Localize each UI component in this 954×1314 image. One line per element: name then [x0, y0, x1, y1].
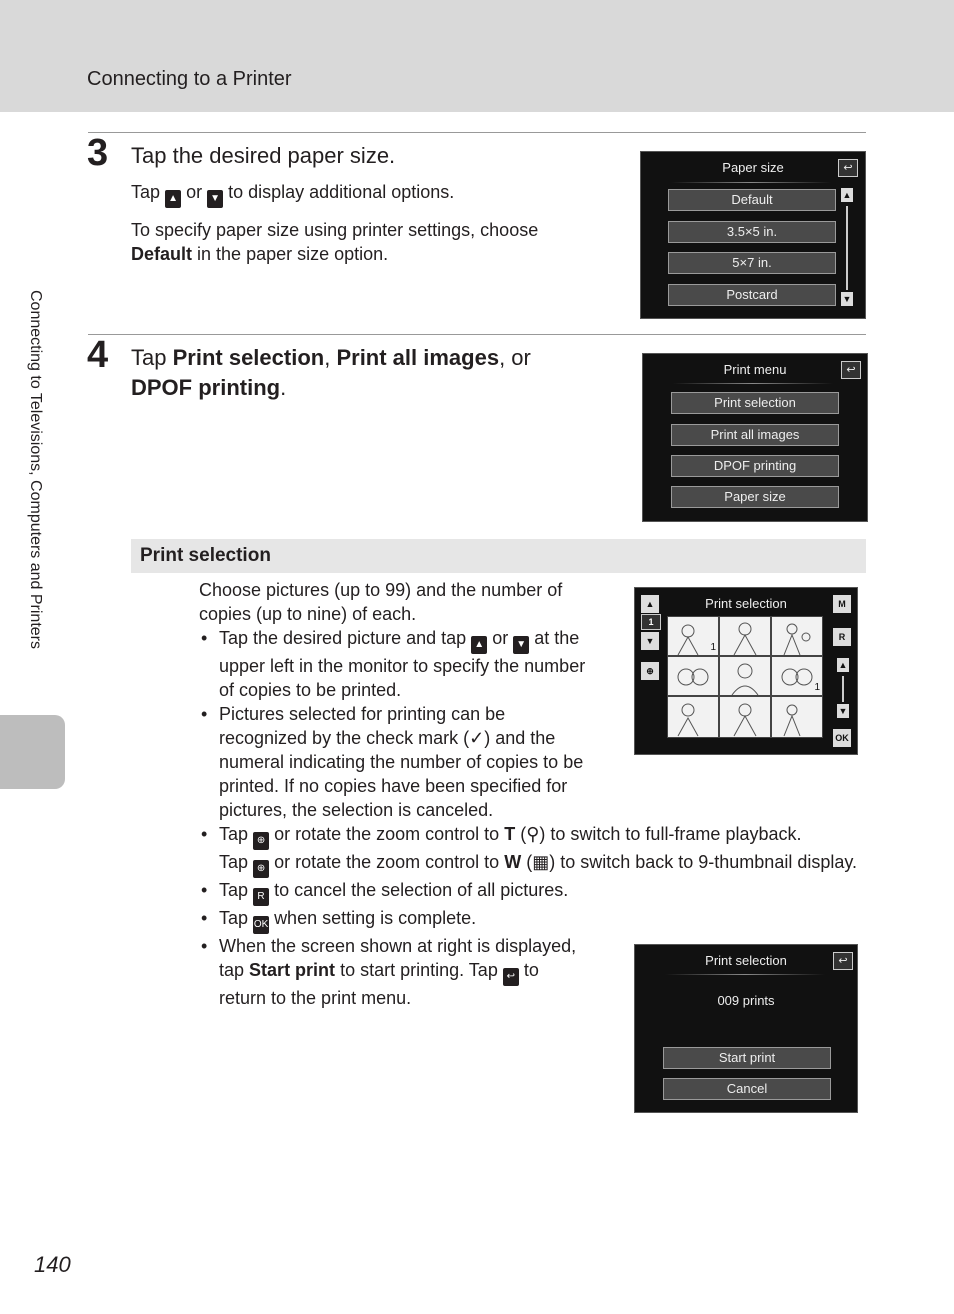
- reset-icon: R: [253, 888, 269, 906]
- list-item: [219, 878, 859, 906]
- divider: [673, 383, 833, 384]
- option-5x7[interactable]: 5×7 in.: [668, 252, 836, 274]
- text: Tap: [131, 182, 161, 202]
- bold-text: Print all images: [336, 345, 500, 370]
- text: ,: [324, 345, 331, 370]
- text: .: [280, 375, 287, 400]
- text: or rotate the zoom control to: [274, 824, 500, 844]
- scroll-up-icon[interactable]: ▲: [838, 660, 848, 670]
- text: Tap: [219, 852, 249, 872]
- list-item: • Tap ⊕ or rotate the zoom control to T (⚲) to switch to full-frame playback. Tap ⊕ or rotate the zoom control to W (▦) to switch back to 9-thumbnail display.: [219, 822, 859, 878]
- bold-text: W: [504, 852, 522, 872]
- section-header: [131, 539, 866, 573]
- step4-title: [131, 343, 591, 403]
- text: or rotate the zoom control to: [274, 852, 500, 872]
- text: when setting is complete.: [274, 908, 477, 928]
- print-selection-thumb-screen: [634, 587, 858, 755]
- thumbnail[interactable]: [667, 616, 719, 656]
- scrollbar[interactable]: [846, 206, 848, 290]
- text: To specify paper size using printer settings, choose: [131, 220, 539, 240]
- cancel-button[interactable]: Cancel: [663, 1078, 831, 1100]
- text: ) and the numeral indicating the number of copies to be printed. If no copies have been specified for pictures, the selection is canceled.: [219, 728, 584, 820]
- page-header: [0, 0, 954, 112]
- scroll-down-icon[interactable]: ▼: [842, 294, 852, 304]
- scroll-up-icon[interactable]: ▲: [842, 190, 852, 200]
- option-postcard[interactable]: Postcard: [668, 284, 836, 306]
- text: in the paper size option.: [197, 244, 389, 264]
- zoom-in-icon: ⊕: [253, 860, 269, 878]
- divider: [88, 132, 866, 133]
- thumbnail[interactable]: [771, 696, 823, 738]
- option-dpof-printing[interactable]: DPOF printing: [671, 455, 839, 477]
- start-print-screen: [634, 944, 858, 1113]
- text: Tap: [131, 345, 167, 370]
- back-icon[interactable]: ↩: [841, 361, 861, 379]
- option-default[interactable]: Default: [668, 189, 836, 211]
- scrollbar[interactable]: [842, 676, 844, 702]
- bold-text: Print selection: [172, 345, 325, 370]
- bold-text: Default: [131, 244, 193, 264]
- start-print-button[interactable]: Start print: [663, 1047, 831, 1069]
- screen-title: Print selection: [705, 596, 787, 611]
- page-number: 140: [34, 1252, 71, 1277]
- text: or: [186, 182, 203, 202]
- thumbnail-grid-icon: ▦: [532, 852, 550, 872]
- ok-icon: OK: [253, 916, 269, 934]
- copy-count-label: 1: [710, 642, 716, 653]
- check-mark-icon: ✓: [469, 728, 485, 748]
- copy-count: 1: [641, 614, 661, 630]
- paper-size-screen: [640, 151, 866, 319]
- zoom-in-icon[interactable]: ⊕: [641, 662, 659, 680]
- magnifier-icon: ⚲: [526, 824, 540, 844]
- thumbnail[interactable]: [667, 656, 719, 696]
- print-menu-screen: [642, 353, 868, 522]
- text: to cancel the selection of all pictures.: [274, 880, 569, 900]
- back-icon[interactable]: ↩: [838, 159, 858, 177]
- back-icon[interactable]: ↩: [833, 952, 853, 970]
- thumbnail[interactable]: [771, 656, 823, 696]
- text: at the upper left in the monitor to specify the number of copies to be printed.: [219, 628, 586, 700]
- zoom-in-icon: ⊕: [253, 832, 269, 850]
- text: , or: [499, 345, 531, 370]
- text: to display additional options.: [228, 182, 455, 202]
- reset-icon[interactable]: R: [833, 628, 851, 646]
- step-number: 3: [87, 132, 109, 174]
- thumbnail[interactable]: [771, 616, 823, 656]
- option-paper-size[interactable]: Paper size: [671, 486, 839, 508]
- text: to switch to full-frame playback.: [550, 824, 802, 844]
- scroll-down-icon[interactable]: ▼: [838, 706, 848, 716]
- down-arrow-icon: ▼: [513, 636, 529, 654]
- back-icon: ↩: [503, 968, 519, 986]
- text: to start printing. Tap: [340, 960, 498, 980]
- thumbnail[interactable]: [719, 616, 771, 656]
- list-item: [219, 906, 859, 934]
- text: or: [492, 628, 509, 648]
- text: to return to the print menu.: [219, 960, 539, 1008]
- text: to switch back to 9-thumbnail display.: [560, 852, 858, 872]
- ok-icon[interactable]: OK: [833, 729, 851, 747]
- option-print-selection[interactable]: Print selection: [671, 392, 839, 414]
- down-arrow-icon: ▼: [207, 190, 223, 208]
- list-item: [219, 702, 589, 822]
- chapter-tab: [0, 715, 65, 789]
- divider: [671, 182, 831, 183]
- thumbnail[interactable]: [719, 696, 771, 738]
- copy-count-label: 1: [814, 682, 820, 693]
- thumbnail[interactable]: [719, 656, 771, 696]
- divider: [88, 334, 866, 335]
- chapter-sidebar-text: Connecting to Televisions, Computers and Printers: [27, 290, 44, 649]
- bold-text: Start print: [249, 960, 336, 980]
- step-title: Tap the desired paper size.: [131, 143, 396, 168]
- text: Tap: [219, 880, 249, 900]
- up-arrow-icon: ▲: [471, 636, 487, 654]
- screen-title: Print selection: [705, 953, 787, 968]
- step-number: 4: [87, 334, 109, 376]
- header-title: Connecting to a Printer: [87, 68, 292, 90]
- bold-text: T: [504, 824, 516, 844]
- step3-body: [131, 180, 571, 276]
- text: When the screen shown at right is displayed, tap: [219, 936, 577, 980]
- option-print-all-images[interactable]: Print all images: [671, 424, 839, 446]
- divider: [665, 974, 825, 975]
- text: Tap: [219, 908, 249, 928]
- prints-count: 009 prints: [717, 993, 775, 1008]
- screen-title: Print menu: [723, 362, 787, 377]
- screen-title: Paper size: [722, 160, 784, 175]
- intro-text: Choose pictures (up to 99) and the number of copies (up to nine) of each.: [199, 580, 563, 624]
- option-3x5[interactable]: 3.5×5 in.: [668, 221, 836, 243]
- thumbnail[interactable]: [667, 696, 719, 738]
- text: Pictures selected for printing can be recognized by the check mark (: [219, 704, 506, 748]
- section-title: Print selection: [140, 545, 271, 566]
- list-item: [219, 934, 589, 1010]
- up-arrow-icon[interactable]: ▲: [641, 595, 659, 613]
- down-arrow-icon[interactable]: ▼: [641, 632, 659, 650]
- list-item: [219, 626, 589, 702]
- menu-icon[interactable]: M: [833, 595, 851, 613]
- text: Tap: [219, 824, 249, 844]
- bold-text: DPOF printing: [131, 375, 281, 400]
- text: Tap the desired picture and tap: [219, 628, 467, 648]
- up-arrow-icon: ▲: [165, 190, 181, 208]
